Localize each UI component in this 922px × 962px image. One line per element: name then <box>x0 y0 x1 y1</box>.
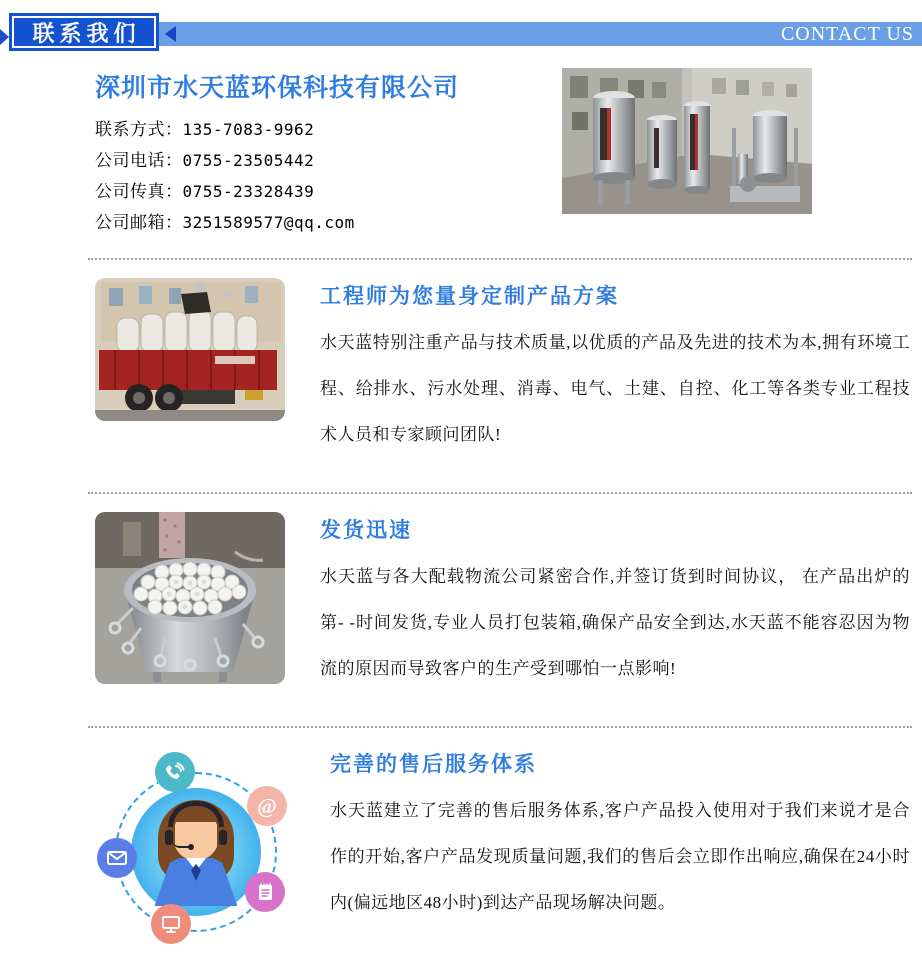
contact-value: 135-7083-9962 <box>182 120 315 139</box>
monitor-icon <box>151 904 191 944</box>
notes-icon <box>245 872 285 912</box>
section-body: 水天蓝建立了完善的售后服务体系,客户产品投入使用对于我们来说才是合作的开始,客户产品发现质量问题,我们的售后会立即作出响应,确保在24小时内(偏远地区48小时)到达产品现场解决问题。 <box>330 801 910 912</box>
company-equipment-photo <box>562 68 812 214</box>
contact-phone-line <box>95 114 562 145</box>
feature-section-custom-design <box>0 260 922 472</box>
company-tel-line <box>95 145 562 176</box>
truck-photo <box>95 278 285 458</box>
left-arrow-icon <box>0 29 9 45</box>
contact-label: 公司传真： <box>95 182 183 201</box>
section-title: 工程师为您量身定制产品方案 <box>320 284 619 308</box>
phone-icon <box>155 752 195 792</box>
customer-service-illustration <box>95 746 295 948</box>
company-email-line <box>95 207 562 238</box>
contact-label: 公司电话： <box>95 151 183 170</box>
page-header <box>0 0 922 58</box>
company-info-block <box>0 58 922 238</box>
notch-arrow-icon <box>165 26 176 42</box>
section-title-box <box>9 13 159 51</box>
contact-value: 3251589577@qq.com <box>182 213 355 232</box>
section-title: 完善的售后服务体系 <box>330 752 537 776</box>
filter-vessel-photo <box>95 512 285 692</box>
at-icon: @ <box>247 786 287 826</box>
contact-value: 0755-23505442 <box>182 151 315 170</box>
section-body: 水天蓝特别注重产品与技术质量,以优质的产品及先进的技术为本,拥有环境工程、给排水、污水处理、消毒、电气、土建、自控、化工等各类专业工程技术人员和专家顾问团队! <box>320 333 910 444</box>
company-name: 深圳市水天蓝环保科技有限公司 <box>95 75 460 102</box>
contact-label: 联系方式： <box>95 120 183 139</box>
page-title: 联系我们 <box>32 20 141 46</box>
feature-section-fast-shipping <box>0 494 922 706</box>
feature-section-after-sales <box>0 728 922 962</box>
contact-value: 0755-23328439 <box>182 182 315 201</box>
section-body: 水天蓝与各大配载物流公司紧密合作,并签订货到时间协议， 在产品出炉的第- -时间发货,专业人员打包装箱,确保产品安全到达,水天蓝不能容忍因为物流的原因而导致客户的生产受到哪怕一点影响! <box>320 567 910 678</box>
page-title-english: CONTACT US <box>780 23 914 45</box>
mail-icon <box>97 838 137 878</box>
contact-label: 公司邮箱： <box>95 213 183 232</box>
company-fax-line <box>95 176 562 207</box>
section-title: 发货迅速 <box>320 518 412 542</box>
